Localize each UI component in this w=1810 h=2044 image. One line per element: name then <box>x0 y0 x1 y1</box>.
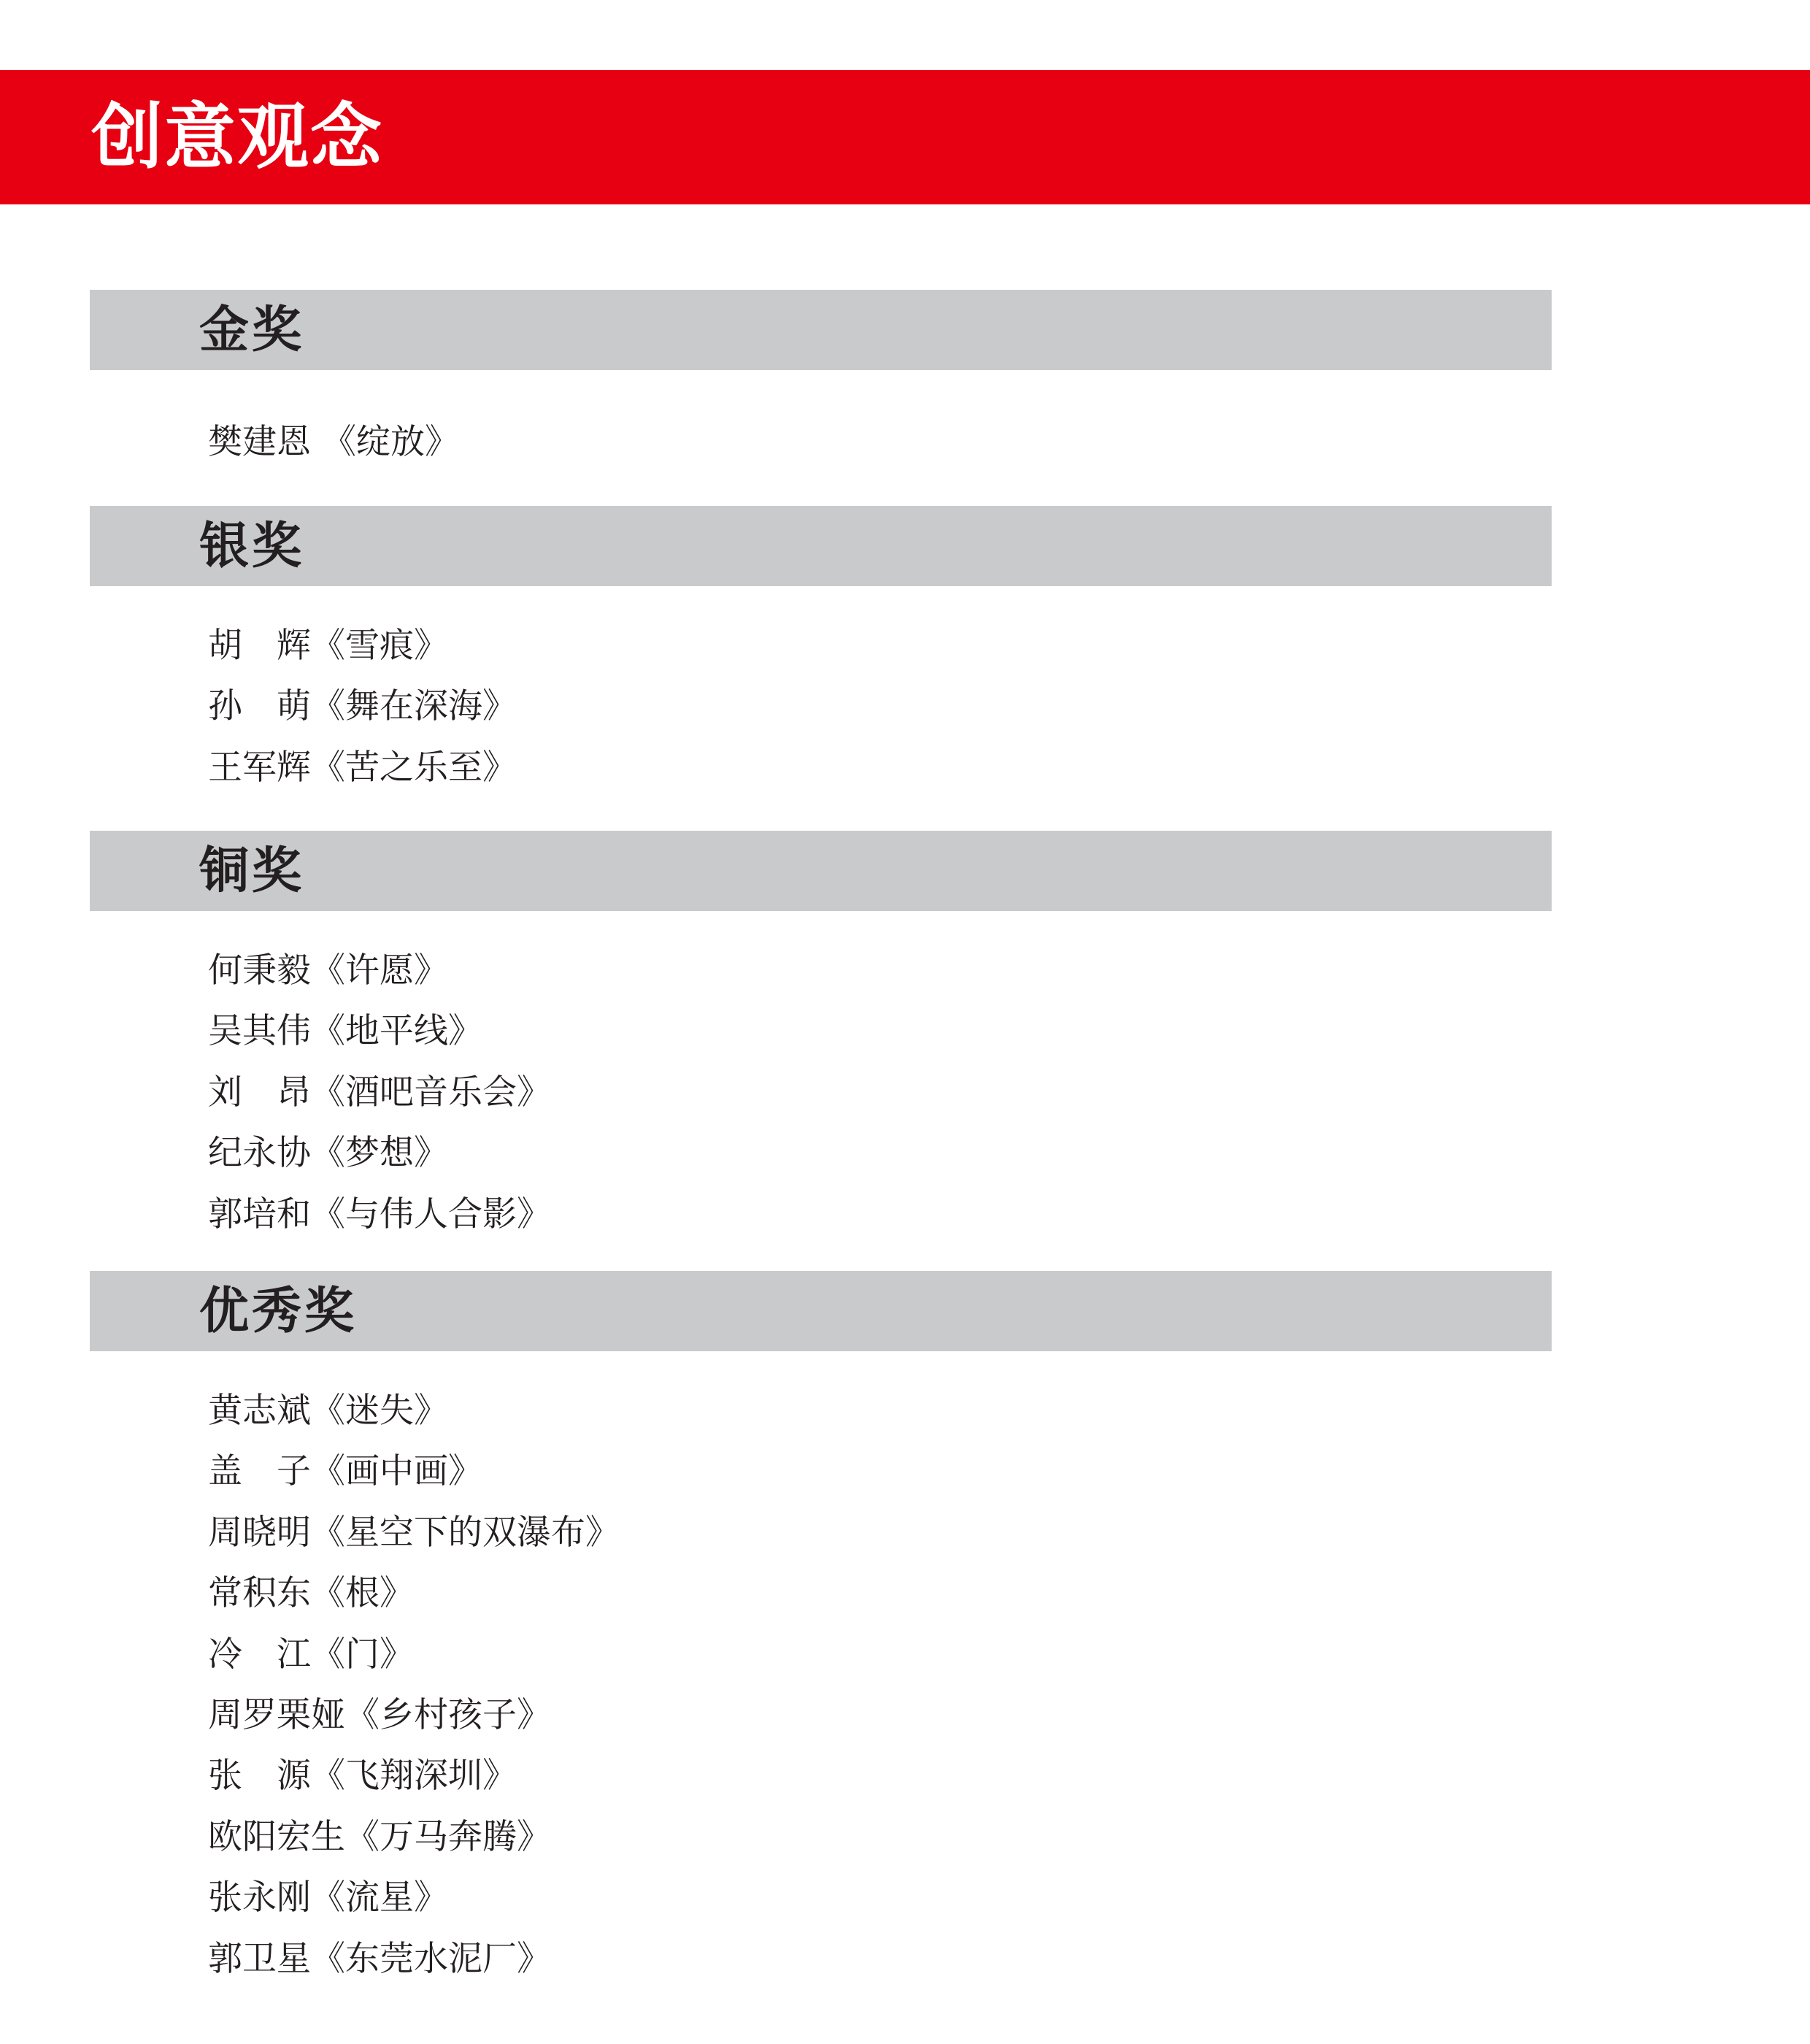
list-item: 吴其伟《地平线》 <box>208 1011 482 1052</box>
section-bar-excellence <box>90 1271 1552 1351</box>
page-title: 创意观念 <box>91 96 384 179</box>
section-title-gold: 金奖 <box>199 301 305 359</box>
list-item: 张 源《飞翔深圳》 <box>208 1756 517 1797</box>
header-banner <box>0 70 1810 204</box>
list-item: 王军辉《苦之乐至》 <box>208 747 517 788</box>
list-item: 胡 辉《雪痕》 <box>208 626 448 666</box>
list-item: 周晓明《星空下的双瀑布》 <box>208 1512 620 1553</box>
list-item: 盖 子《画中画》 <box>208 1451 482 1492</box>
section-title-silver: 银奖 <box>199 517 305 575</box>
award-list-bronze <box>208 940 551 1245</box>
list-item: 郭卫星《东莞水泥厂》 <box>208 1938 551 1979</box>
list-item: 欧阳宏生《万马奔腾》 <box>208 1816 551 1857</box>
list-item: 郭培和《与伟人合影》 <box>208 1194 551 1234</box>
award-list-gold <box>208 412 459 472</box>
list-item: 何秉毅《许愿》 <box>208 950 448 991</box>
list-item: 常积东《根》 <box>208 1573 414 1614</box>
section-bar-silver <box>90 506 1552 586</box>
list-item: 冷 江《门》 <box>208 1634 414 1675</box>
list-item: 周罗栗娅《乡村孩子》 <box>208 1694 551 1735</box>
list-item: 孙 萌《舞在深海》 <box>208 686 517 727</box>
section-bar-gold <box>90 290 1552 370</box>
section-title-excellence: 优秀奖 <box>199 1282 358 1340</box>
list-item: 黄志斌《迷失》 <box>208 1391 448 1431</box>
section-bar-bronze <box>90 831 1552 911</box>
award-list-silver <box>208 615 517 798</box>
list-item: 纪永协《梦想》 <box>208 1133 448 1174</box>
list-item: 张永刚《流星》 <box>208 1878 448 1918</box>
list-item: 刘 昂《酒吧音乐会》 <box>208 1072 551 1113</box>
award-list-excellence <box>208 1380 620 1989</box>
list-item: 樊建恩 《绽放》 <box>208 422 459 462</box>
section-title-bronze: 铜奖 <box>199 842 305 900</box>
